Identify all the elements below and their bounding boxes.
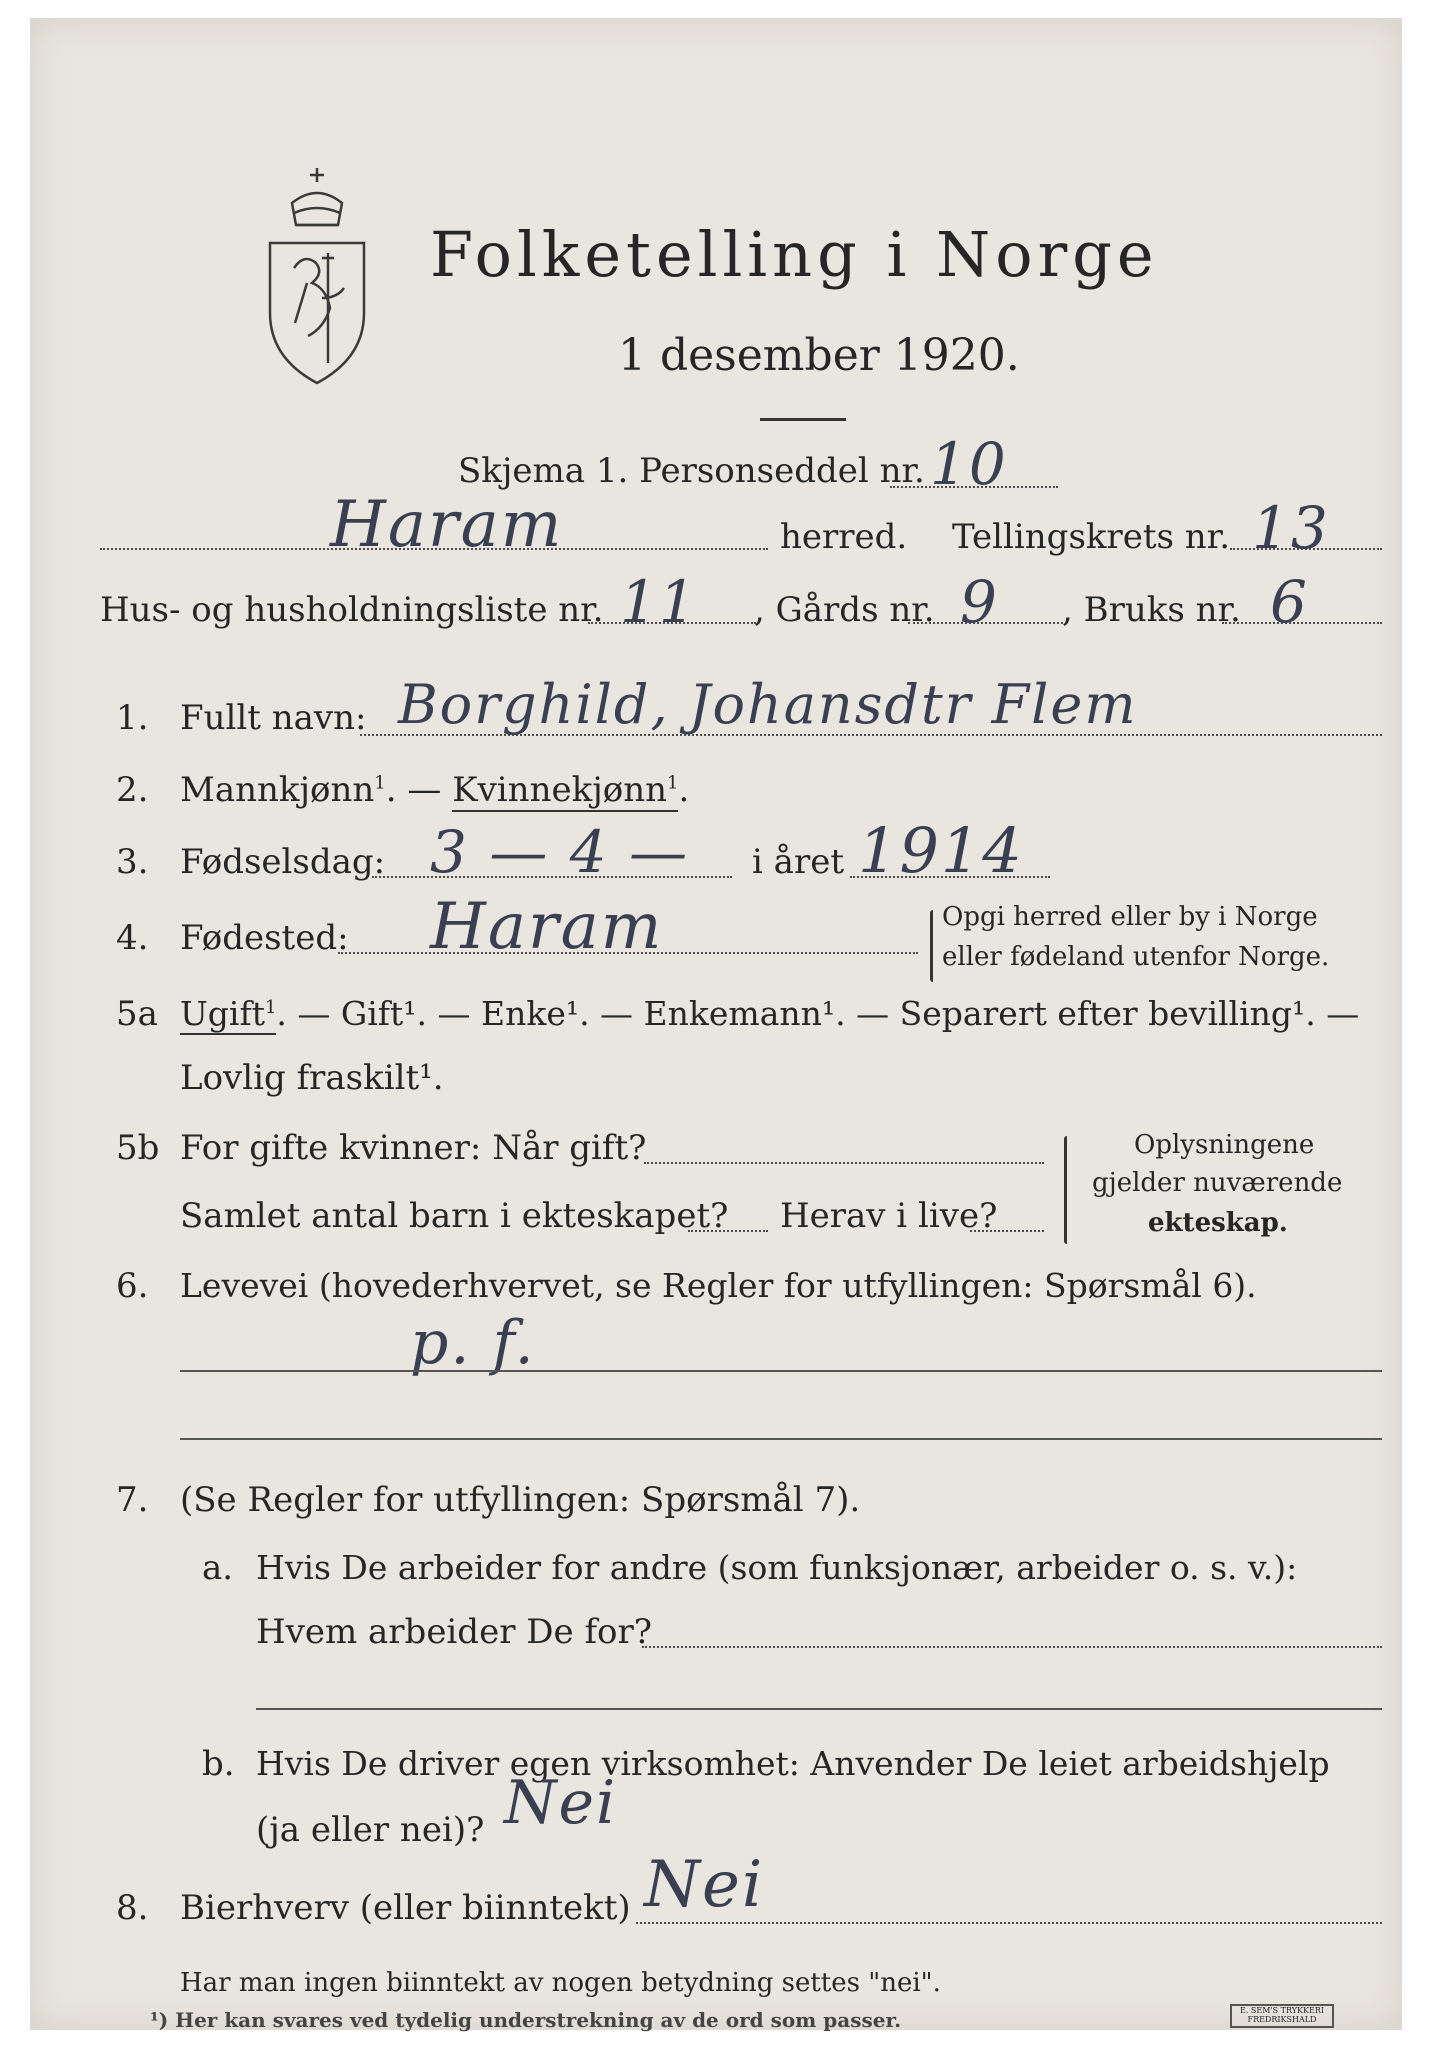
q7b-value[interactable]: Nei: [504, 1768, 618, 1838]
norwegian-coat-of-arms-icon: [262, 158, 372, 388]
q5b-note-brace: [1064, 1136, 1067, 1244]
q7a-line1: Hvis De arbeider for andre (som funksjonær, arbeider o. s. v.):: [256, 1548, 1298, 1587]
q5b-when-married-field-line: [644, 1162, 1044, 1164]
herred-value[interactable]: Haram: [330, 488, 564, 562]
q8-field-line: [636, 1922, 1382, 1924]
q4-label: Fødested:: [180, 918, 349, 958]
q4-note-brace: [930, 910, 933, 982]
tellingskrets-value[interactable]: 13: [1252, 494, 1330, 562]
herred-label: herred.: [780, 517, 908, 557]
gards-value[interactable]: 9: [960, 568, 999, 636]
bruks-label: , Bruks nr.: [1062, 590, 1241, 630]
q7-number: 7.: [116, 1480, 149, 1520]
title-divider: [760, 418, 846, 421]
q5b-note3: ekteskap.: [1148, 1208, 1288, 1238]
q2-male-option[interactable]: Mannkjønn$^1$: [180, 770, 386, 810]
q7b-letter: b.: [202, 1744, 235, 1784]
q7a-field-line-2: [256, 1708, 1382, 1710]
q4-birthplace-value[interactable]: Haram: [430, 890, 664, 964]
q1-number: 1.: [116, 698, 149, 738]
q5b-line1: For gifte kvinner: Når gift?: [180, 1128, 647, 1168]
q7a-letter: a.: [202, 1548, 234, 1588]
q8-label: Bierhverv (eller biinntekt): [180, 1888, 631, 1928]
household-label: Hus- og husholdningsliste nr.: [100, 590, 604, 630]
q7b-line1: Hvis De driver egen virksomhet: Anvender De leiet arbeidshjelp: [256, 1744, 1330, 1783]
q4-note-line2: eller fødeland utenfor Norge.: [942, 942, 1330, 972]
q5a-line2: Lovlig fraskilt¹.: [180, 1058, 444, 1098]
q3-birthday-value[interactable]: 3 — 4 —: [430, 818, 690, 886]
q5b-note1: Oplysningene: [1134, 1130, 1315, 1160]
q5b-children-label: Samlet antal barn i ekteskapet?: [180, 1196, 729, 1236]
q6-number: 6.: [116, 1266, 149, 1306]
q3-number: 3.: [116, 842, 149, 882]
q6-label: Levevei (hovederhvervet, se Regler for utfyllingen: Spørsmål 6).: [180, 1266, 1257, 1305]
schema-label: Skjema 1. Personseddel nr.: [458, 451, 925, 491]
q8-number: 8.: [116, 1888, 149, 1928]
q4-number: 4.: [116, 918, 149, 958]
q2-sex-options: Mannkjønn$^1$. — Kvinnekjønn$^1$.: [180, 770, 690, 810]
q1-label: Fullt navn:: [180, 698, 367, 738]
q7a-line2: Hvem arbeider De for?: [256, 1612, 652, 1652]
q2-number: 2.: [116, 770, 149, 810]
q7-label: (Se Regler for utfyllingen: Spørsmål 7).: [180, 1480, 861, 1520]
q4-note-line1: Opgi herred eller by i Norge: [942, 902, 1318, 932]
q5b-note2: gjelder nuværende: [1092, 1168, 1343, 1198]
q7a-employer-field-line: [642, 1646, 1382, 1648]
q5b-number: 5b: [116, 1128, 160, 1168]
q6-field-line-1: [180, 1370, 1382, 1372]
personseddel-value[interactable]: 10: [930, 430, 1008, 498]
census-form-page: [30, 18, 1402, 2030]
footnote: ¹) Her kan svares ved tydelig understrekning av de ord som passer.: [150, 2008, 902, 2032]
gards-label: , Gårds nr.: [754, 590, 935, 630]
q1-full-name-value[interactable]: Borghild, Johansdtr Flem: [398, 673, 1138, 736]
q8-value[interactable]: Nei: [644, 1848, 765, 1922]
q3-year-value[interactable]: 1914: [858, 814, 1024, 887]
q6-occupation-value[interactable]: p. f.: [410, 1308, 536, 1378]
form-title: Folketelling i Norge: [430, 218, 1159, 291]
q5a-number: 5a: [116, 994, 158, 1034]
q8-note: Har man ingen biinntekt av nogen betydning settes "nei".: [180, 1968, 941, 1998]
q7b-line2: (ja eller nei)?: [256, 1810, 485, 1850]
tellingskrets-label: Tellingskrets nr.: [952, 517, 1231, 557]
form-date: 1 desember 1920.: [618, 330, 1020, 381]
q3-label: Fødselsdag:: [180, 842, 386, 882]
q3-year-label: i året: [752, 842, 844, 882]
bruks-value[interactable]: 6: [1270, 568, 1309, 636]
q5b-alive-field-line: [970, 1230, 1044, 1232]
q6-field-line-2: [180, 1438, 1382, 1440]
printer-stamp: [1230, 2004, 1334, 2028]
q5a-marital-options: Ugift$^1$. — Gift¹. — Enke¹. — Enkemann¹. — Separert efter bevilling¹. —: [180, 994, 1360, 1033]
q5b-alive-label: Herav i live?: [780, 1196, 998, 1236]
q5a-ugift-option[interactable]: Ugift$^1$: [180, 994, 277, 1033]
q5b-children-field-line: [688, 1230, 768, 1232]
household-value[interactable]: 11: [620, 568, 698, 636]
printer-line2: FREDRIKSHALD: [1247, 2015, 1317, 2024]
q2-female-option[interactable]: Kvinnekjønn$^1$: [452, 770, 679, 810]
printer-line1: E. SEM'S TRYKKERI: [1239, 2006, 1325, 2015]
